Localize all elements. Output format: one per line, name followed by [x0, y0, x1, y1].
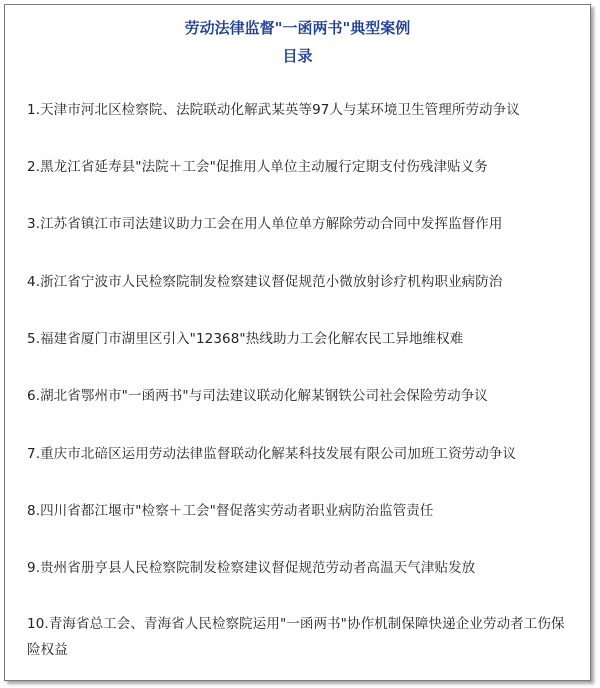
document-title: 劳动法律监督"一函两书"典型案例 — [184, 19, 411, 37]
case-item-6: 6.湖北省鄂州市"一函两书"与司法建议联动化解某钢铁公司社会保险劳动争议 — [27, 388, 488, 404]
case-item-8: 8.四川省都江堰市"检察＋工会"督促落实劳动者职业病防治监管责任 — [27, 503, 434, 519]
case-item-1: 1.天津市河北区检察院、法院联动化解武某英等97人与某环境卫生管理所劳动争议 — [27, 102, 520, 118]
case-item-3: 3.江苏省镇江市司法建议助力工会在用人单位单方解除劳动合同中发挥监督作用 — [27, 216, 503, 232]
case-item-4: 4.浙江省宁波市人民检察院制发检察建议督促规范小微放射诊疗机构职业病防治 — [27, 274, 503, 290]
case-item-5: 5.福建省厦门市湖里区引入"12368"热线助力工会化解农民工异地维权难 — [27, 331, 464, 347]
case-item-2: 2.黑龙江省延寿县"法院＋工会"促推用人单位主动履行定期支付伤残津贴义务 — [27, 159, 488, 175]
case-item-7: 7.重庆市北碚区运用劳动法律监督联动化解某科技发展有限公司加班工资劳动争议 — [27, 446, 517, 462]
document-subtitle: 目录 — [282, 47, 313, 65]
document-frame — [4, 4, 591, 681]
case-item-10: 10.青海省总工会、青海省人民检察院运用"一函两书"协作机制保障快递企业劳动者工伤保险权益 — [27, 616, 565, 658]
case-item-9: 9.贵州省册亨县人民检察院制发检察建议督促规范劳动者高温天气津贴发放 — [27, 560, 476, 576]
